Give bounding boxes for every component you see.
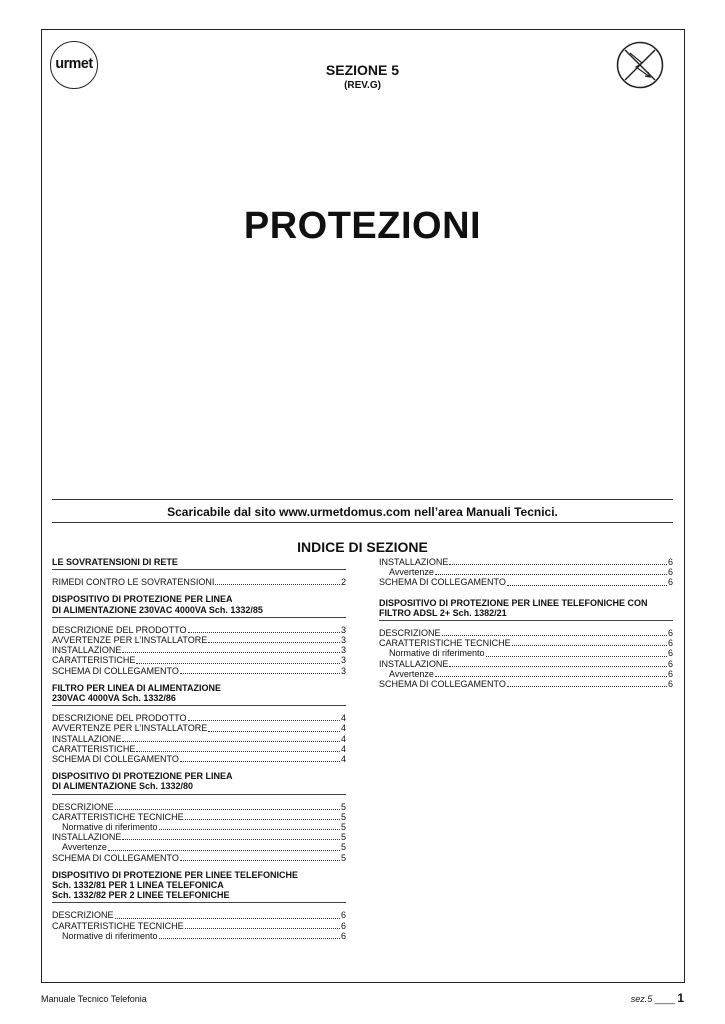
index-left-column: [52, 557, 346, 948]
divider-top: [52, 499, 673, 500]
index-entry[interactable]: SCHEMA DI COLLEGAMENTO 5: [52, 852, 346, 863]
index-subentry[interactable]: Avvertenze 6: [389, 567, 673, 578]
index-section-entries: [52, 577, 346, 587]
index-entry[interactable]: SCHEMA DI COLLEGAMENTO 4: [52, 754, 346, 765]
index-section-entries: [52, 910, 346, 941]
index-title: INDICE DI SEZIONE: [297, 539, 428, 555]
index-entry[interactable]: CARATTERISTICHE 4: [52, 743, 346, 754]
footer-manual-name: Manuale Tecnico Telefonia: [41, 994, 147, 1004]
index-subentry[interactable]: Normative di riferimento 6: [389, 648, 673, 659]
revision-label: (REV.G): [344, 80, 381, 91]
index-entry[interactable]: DESCRIZIONE 6: [379, 628, 673, 639]
index-entry[interactable]: INSTALLAZIONE 6: [379, 557, 673, 567]
download-note: Scaricabile dal sito www.urmetdomus.com nell’area Manuali Tecnici.: [167, 505, 558, 519]
index-entry[interactable]: CARATTERISTICHE TECNICHE 6: [52, 920, 346, 931]
index-subentry[interactable]: Avvertenze 6: [389, 668, 673, 679]
index-entry[interactable]: INSTALLAZIONE 4: [52, 733, 346, 744]
page-number: 1: [677, 991, 684, 1005]
index-entry[interactable]: INSTALLAZIONE 3: [52, 645, 346, 656]
index-entry[interactable]: RIMEDI CONTRO LE SOVRATENSIONI 2: [52, 577, 346, 588]
divider-bottom: [52, 522, 673, 523]
footer-section-ref: sez.5: [630, 994, 653, 1004]
index-section-entries: [379, 628, 673, 689]
index-section-heading: DISPOSITIVO DI PROTEZIONE PER LINEA DI ALIMENTAZIONE 230VAC 4000VA Sch. 1332/85: [52, 594, 346, 617]
index-section-heading: LE SOVRATENSIONI DI RETE: [52, 557, 346, 570]
index-entry[interactable]: SCHEMA DI COLLEGAMENTO 6: [379, 577, 673, 588]
index-subentry[interactable]: Avvertenze 5: [62, 842, 346, 853]
index-entry[interactable]: DESCRIZIONE 5: [52, 801, 346, 812]
index-section-entries: [52, 713, 346, 764]
index-entry[interactable]: INSTALLAZIONE 5: [52, 832, 346, 843]
index-entry[interactable]: INSTALLAZIONE 6: [379, 658, 673, 669]
index-entry[interactable]: CARATTERISTICHE TECNICHE 6: [379, 638, 673, 649]
index-section-heading: DISPOSITIVO DI PROTEZIONE PER LINEA DI ALIMENTAZIONE Sch. 1332/80: [52, 771, 346, 794]
index-subentry[interactable]: Normative di riferimento 6: [62, 930, 346, 941]
section-title: SEZIONE 5: [325, 62, 400, 78]
index-section-entries: [52, 802, 346, 863]
index-entry[interactable]: AVVERTENZE PER L’INSTALLATORE 4: [52, 723, 346, 734]
index-section-entries: [52, 625, 346, 676]
index-entry[interactable]: SCHEMA DI COLLEGAMENTO 3: [52, 665, 346, 676]
page-title: PROTEZIONI: [243, 205, 482, 247]
index-entry[interactable]: DESCRIZIONE DEL PRODOTTO 3: [52, 624, 346, 635]
index-entry[interactable]: SCHEMA DI COLLEGAMENTO 6: [379, 679, 673, 690]
index-entry[interactable]: DESCRIZIONE DEL PRODOTTO 4: [52, 713, 346, 724]
index-entry[interactable]: CARATTERISTICHE TECNICHE 5: [52, 811, 346, 822]
footer-page-ref: [631, 991, 684, 1005]
index-section-heading: DISPOSITIVO DI PROTEZIONE PER LINEE TELEFONICHE Sch. 1332/81 PER 1 LINEA TELEFONICA Sch. 1332/82 PER 2 LINEE TELEFONICHE: [52, 870, 346, 904]
index-right-column: [379, 557, 673, 696]
index-entry[interactable]: CARATTERISTICHE 3: [52, 655, 346, 666]
index-section-heading: DISPOSITIVO DI PROTEZIONE PER LINEE TELEFONICHE CON FILTRO ADSL 2+ Sch. 1382/21: [379, 598, 673, 621]
index-section-heading: FILTRO PER LINEA DI ALIMENTAZIONE 230VAC 4000VA Sch. 1332/86: [52, 683, 346, 706]
index-subentry[interactable]: Normative di riferimento 5: [62, 822, 346, 833]
footer-dash: ____: [654, 994, 678, 1004]
index-entry[interactable]: AVVERTENZE PER L’INSTALLATORE 3: [52, 635, 346, 646]
index-entry[interactable]: DESCRIZIONE 6: [52, 910, 346, 921]
logo-text: urmet: [55, 55, 93, 72]
index-section-entries: [379, 557, 673, 588]
